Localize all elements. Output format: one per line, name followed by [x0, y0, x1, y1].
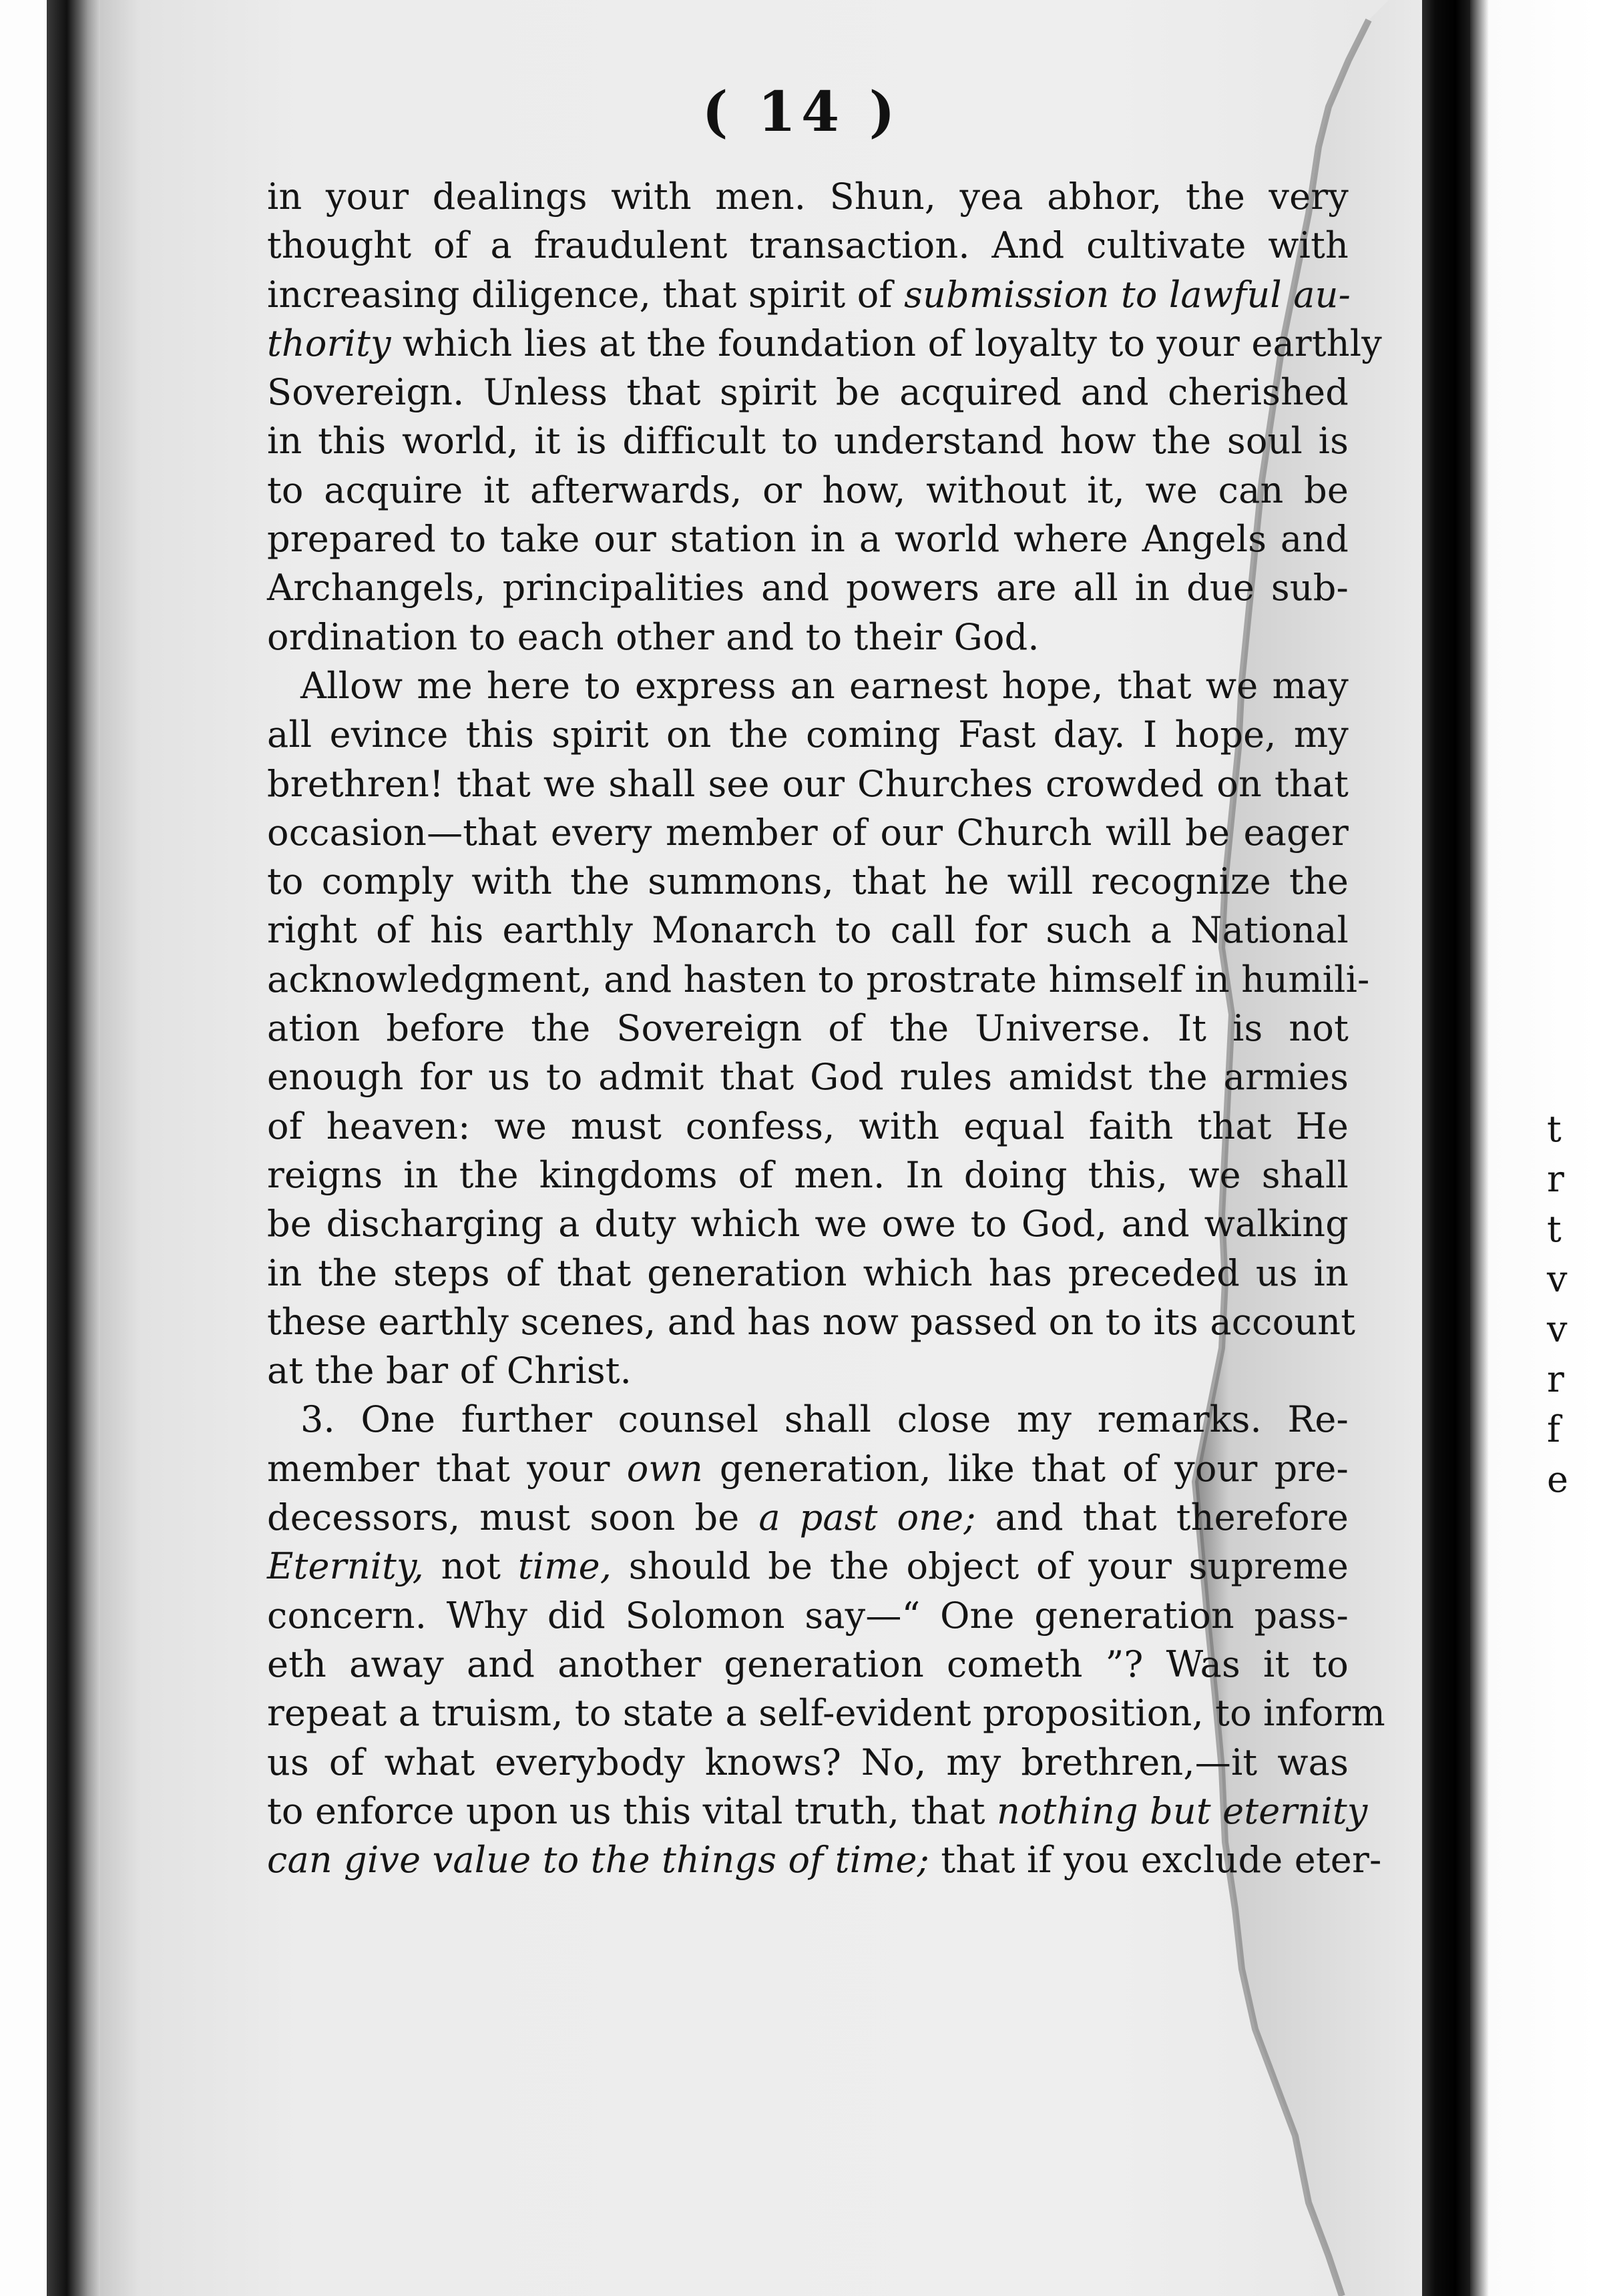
text-line: [267, 1787, 1368, 1835]
facing-page-fragment: t: [1547, 1208, 1562, 1250]
text-segment: that if you exclude eter-: [929, 1839, 1382, 1882]
text-line: occasion—that every member of our Church will be eager: [267, 811, 1349, 854]
text-line: 3. One further counsel shall close my remarks. Re-: [300, 1398, 1349, 1441]
text-segment: decessors, must soon be: [267, 1496, 759, 1539]
text-segment: which lies at the foundation of loyalty to your earthly: [391, 322, 1382, 364]
facing-page-fragment: f: [1547, 1408, 1560, 1450]
facing-page: [1470, 0, 1597, 2296]
italic-text-segment: time,: [517, 1545, 612, 1588]
text-line: brethren! that we shall see our Churches crowded on that: [267, 762, 1349, 805]
text-line: [267, 1542, 1349, 1591]
text-line: [267, 1444, 1349, 1493]
text-line: reigns in the kingdoms of men. In doing this, we shall: [267, 1153, 1349, 1196]
text-line: these earthly scenes, and has now passed on to its account: [267, 1300, 1356, 1343]
text-line: prepared to take our station in a world where Angels and: [267, 518, 1349, 561]
italic-text-segment: a past one;: [758, 1496, 976, 1539]
page-gutter: [1422, 0, 1470, 2296]
text-line: enough for us to admit that God rules amidst the armies: [267, 1056, 1349, 1099]
text-line: to comply with the summons, that he will recognize the: [267, 860, 1349, 903]
italic-text-segment: Eternity,: [267, 1545, 424, 1588]
text-line: of heaven: we must confess, with equal faith that He: [267, 1105, 1349, 1147]
text-line: [267, 1493, 1349, 1542]
text-line: Allow me here to express an earnest hope, that we may: [300, 664, 1349, 707]
text-line: to acquire it afterwards, or how, without it, we can be: [267, 469, 1349, 511]
italic-text-segment: submission to lawful au-: [904, 273, 1351, 316]
facing-page-fragment: e: [1547, 1458, 1568, 1500]
text-line: [267, 319, 1382, 368]
page-number: ( 14 ): [702, 80, 901, 144]
text-line: in your dealings with men. Shun, yea abhor, the very: [267, 176, 1349, 218]
facing-page-fragment: v: [1547, 1258, 1568, 1300]
facing-page-fragment: t: [1547, 1108, 1562, 1150]
text-segment: increasing diligence, that spirit of: [267, 273, 905, 316]
text-line: [267, 270, 1349, 319]
text-segment: member that your: [267, 1447, 627, 1490]
facing-page-fragment: v: [1547, 1308, 1568, 1350]
text-line: Archangels, principalities and powers are all in due sub-: [267, 567, 1349, 609]
italic-text-segment: can give value to the things of time;: [267, 1839, 930, 1882]
text-line: ation before the Sovereign of the Universe. It is not: [267, 1007, 1349, 1050]
italic-text-segment: own: [626, 1447, 703, 1490]
text-segment: to enforce upon us this vital truth, that: [267, 1789, 997, 1832]
facing-page-fragment: r: [1547, 1158, 1564, 1200]
text-line: acknowledgment, and hasten to prostrate himself in humili-: [267, 958, 1370, 1000]
text-line: at the bar of Christ.: [267, 1350, 632, 1392]
text-line: [267, 1835, 1382, 1884]
text-line: Sovereign. Unless that spirit be acquired and cherished: [267, 371, 1349, 414]
text-line: repeat a truism, to state a self-evident proposition, to inform: [267, 1692, 1385, 1735]
text-line: all evince this spirit on the coming Fast day. I hope, my: [267, 713, 1349, 756]
text-segment: should be the object of your supreme: [612, 1545, 1349, 1588]
text-line: eth away and another generation cometh ”? Was it to: [267, 1643, 1349, 1685]
body-text: [267, 172, 1385, 1884]
text-segment: and that therefore: [975, 1496, 1349, 1539]
italic-text-segment: thority: [267, 322, 391, 364]
facing-page-fragment: r: [1547, 1358, 1564, 1400]
text-line: in the steps of that generation which has preceded us in: [267, 1251, 1349, 1294]
text-segment: generation, like that of your pre-: [702, 1447, 1349, 1490]
text-line: in this world, it is difficult to understand how the soul is: [267, 420, 1349, 463]
text-line: us of what everybody knows? No, my brethren,—it was: [267, 1741, 1349, 1783]
text-line: be discharging a duty which we owe to God, and walking: [267, 1203, 1349, 1245]
text-line: concern. Why did Solomon say—“ One generation pass-: [267, 1594, 1349, 1637]
text-line: right of his earthly Monarch to call for such a National: [267, 909, 1349, 952]
text-line: ordination to each other and to their God.: [267, 615, 1040, 658]
italic-text-segment: nothing but eternity: [997, 1789, 1368, 1832]
text-segment: not: [423, 1545, 518, 1588]
text-line: thought of a fraudulent transaction. And cultivate with: [267, 224, 1349, 267]
